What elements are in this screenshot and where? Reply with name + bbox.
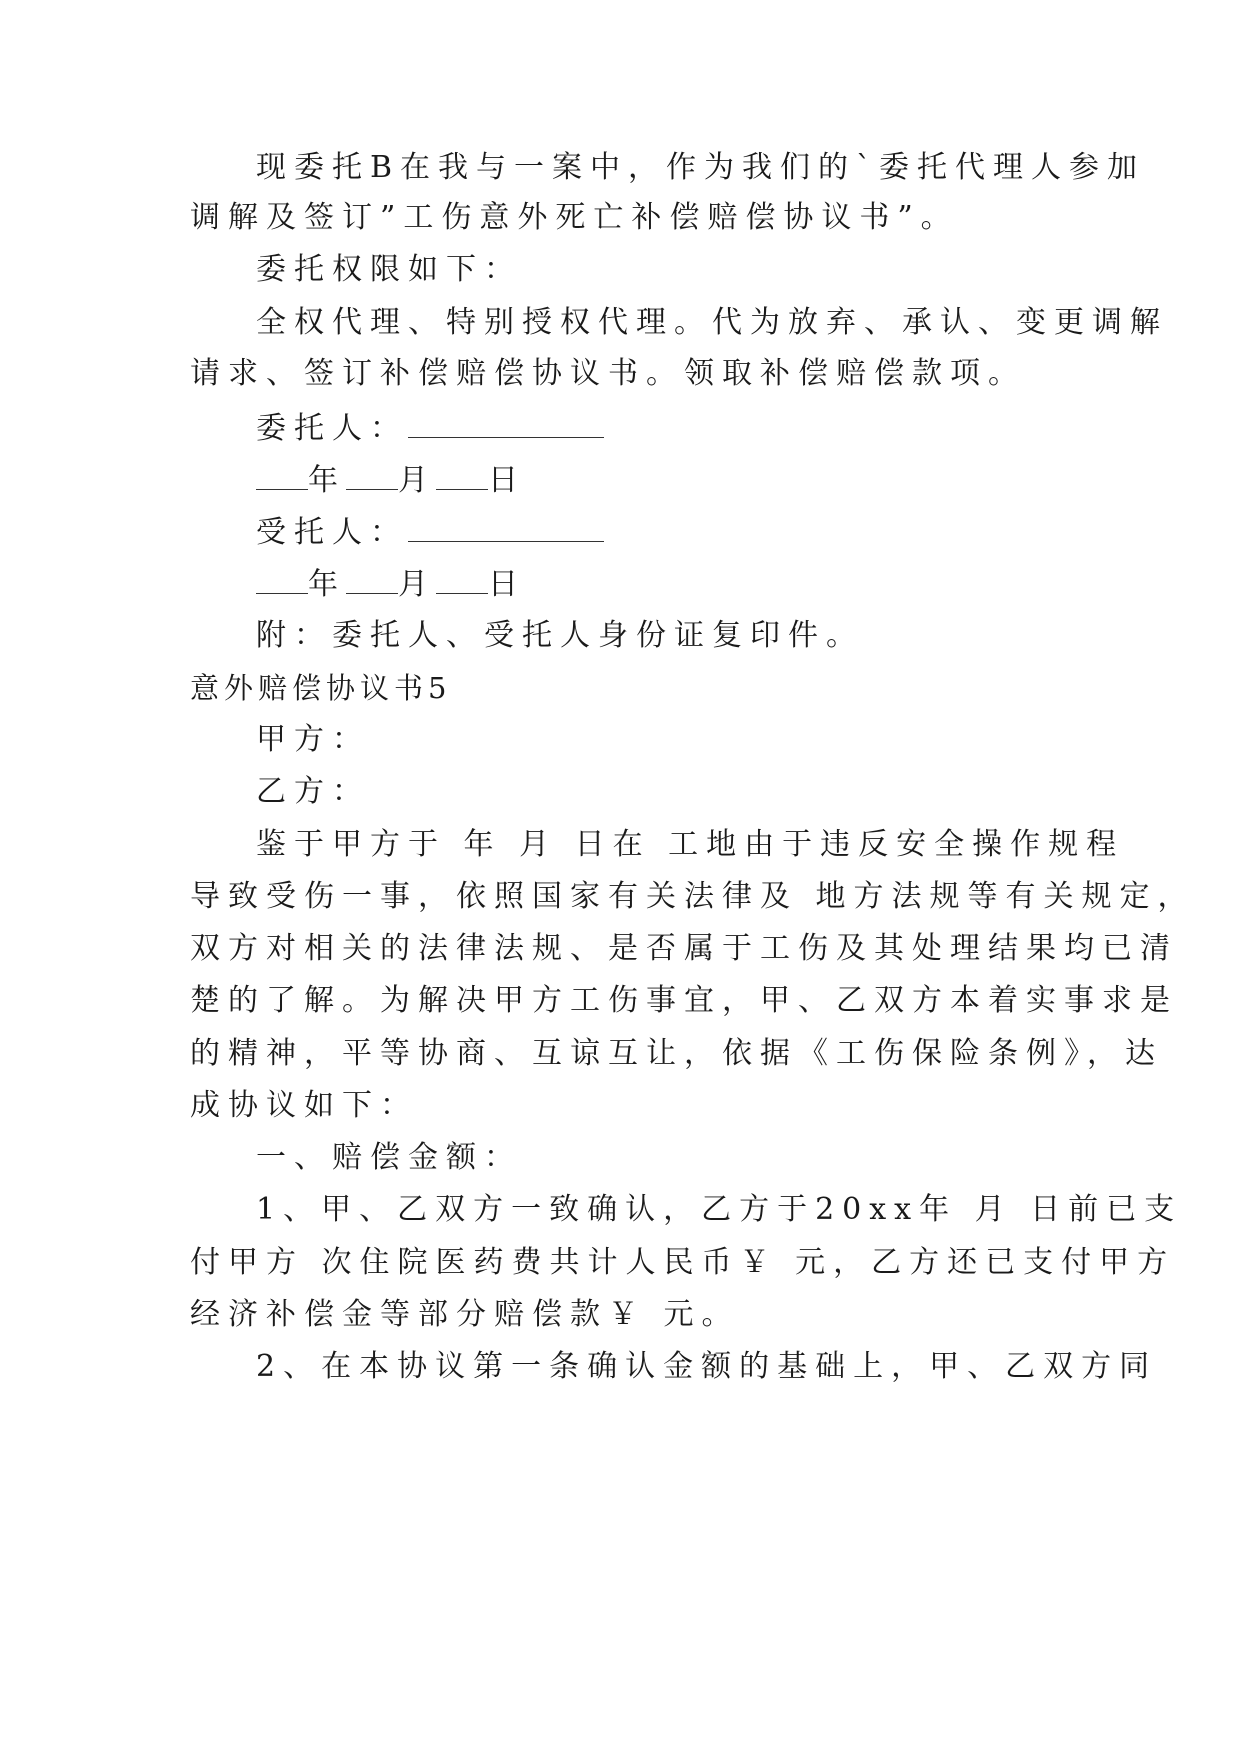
year-label: 年 [308, 463, 346, 498]
paragraph-line: 双方对相关的法律法规、是否属于工伤及其处理结果均已清 [190, 931, 1178, 966]
day-label: 日 [488, 567, 526, 602]
month-label: 月 [398, 463, 436, 498]
agent-label: 受托人： [256, 515, 408, 550]
paragraph-line: 附：委托人、受托人身份证复印件。 [256, 618, 864, 653]
paragraph-line: 成协议如下： [190, 1088, 418, 1123]
agent-signature-line [256, 513, 604, 551]
month-label: 月 [398, 567, 436, 602]
paragraph-line: 全权代理、特别授权代理。代为放弃、承认、变更调解 [256, 305, 1168, 340]
month-blank [346, 565, 398, 594]
paragraph-line: 鉴于甲方于 年 月 日在 工地由于违反安全操作规程 [256, 827, 1125, 862]
paragraph-line: 委托权限如下： [256, 252, 522, 287]
paragraph-line: 1、甲、乙双方一致确认，乙方于20xx年 月 日前已支 [256, 1192, 1183, 1227]
paragraph-line: 现委托B在我与一案中，作为我们的`委托代理人参加 [256, 150, 1146, 185]
paragraph-line: 导致受伤一事，依照国家有关法律及 地方法规等有关规定， [190, 879, 1196, 914]
year-blank [256, 461, 308, 490]
paragraph-line: 经济补偿金等部分赔偿款￥ 元。 [190, 1297, 740, 1332]
paragraph-line: 2、在本协议第一条确认金额的基础上，甲、乙双方同 [256, 1349, 1158, 1384]
day-label: 日 [488, 463, 526, 498]
month-blank [346, 461, 398, 490]
date-line [256, 565, 526, 603]
signature-blank [408, 409, 604, 438]
party-b-label: 乙方： [256, 774, 370, 809]
year-blank [256, 565, 308, 594]
paragraph-line: 付甲方 次住院医药费共计人民币￥ 元，乙方还已支付甲方 [190, 1245, 1176, 1280]
signature-blank [408, 513, 604, 542]
date-line [256, 461, 526, 499]
paragraph-line: 请求、签订补偿赔偿协议书。领取补偿赔偿款项。 [190, 356, 1026, 391]
day-blank [436, 565, 488, 594]
principal-signature-line [256, 409, 604, 447]
section-heading: 意外赔偿协议书5 [190, 671, 452, 705]
day-blank [436, 461, 488, 490]
year-label: 年 [308, 567, 346, 602]
paragraph-line: 的精神，平等协商、互谅互让，依据《工伤保险条例》，达 [190, 1036, 1163, 1071]
paragraph-line: 调解及签订”工伤意外死亡补偿赔偿协议书”。 [190, 200, 959, 235]
principal-label: 委托人： [256, 411, 408, 446]
paragraph-line: 楚的了解。为解决甲方工伤事宜，甲、乙双方本着实事求是 [190, 983, 1178, 1018]
party-a-label: 甲方： [256, 722, 370, 757]
clause-heading: 一、赔偿金额： [256, 1140, 522, 1175]
